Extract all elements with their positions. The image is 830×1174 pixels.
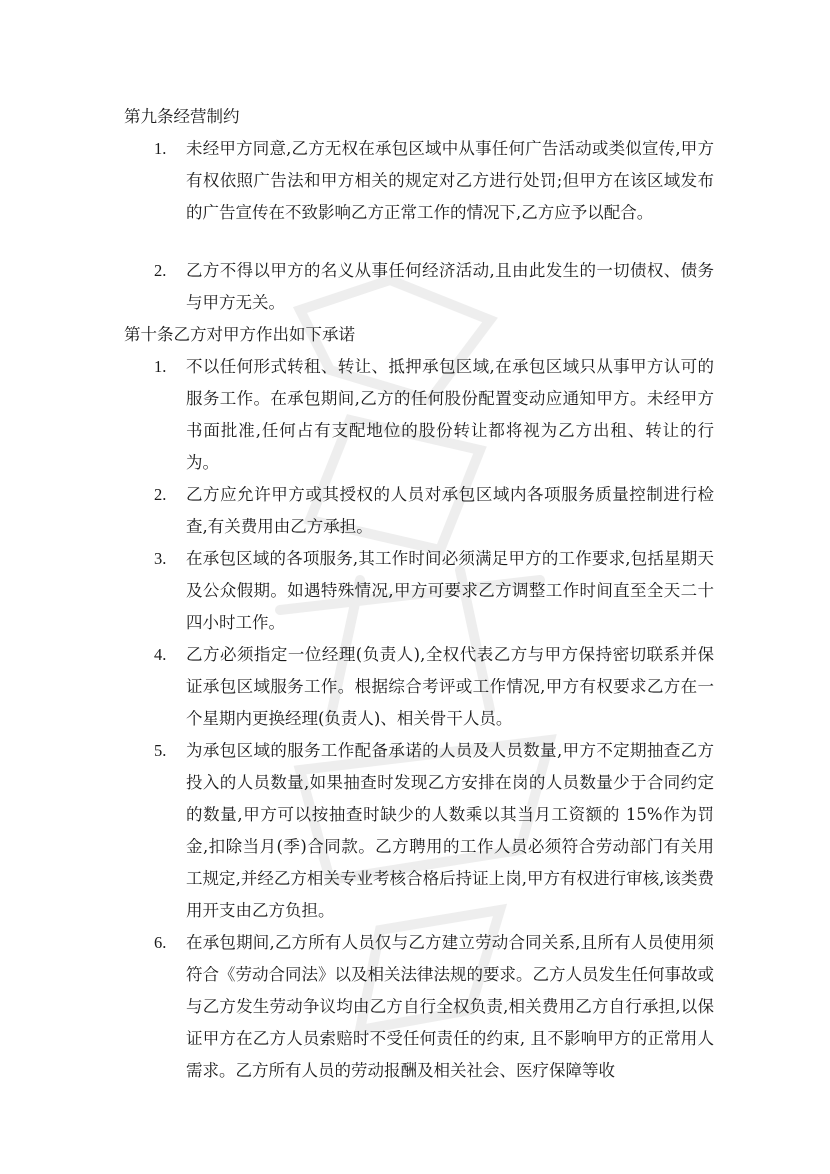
article10-title: 第十条乙方对甲方作出如下承诺	[124, 325, 355, 344]
article9-item-1	[124, 133, 724, 229]
list-number: 3.	[154, 549, 167, 568]
list-number: 1.	[154, 357, 167, 376]
list-number: 5.	[154, 741, 167, 760]
list-number: 2.	[154, 485, 167, 504]
article10-item-5	[124, 735, 724, 927]
article10-item-1	[124, 351, 724, 479]
list-number: 6.	[154, 933, 167, 952]
list-item-text: 不以任何形式转租、转让、抵押承包区域,在承包区域只从事甲方认可的服务工作。在承包期间,乙方的任何股份配置变动应通知甲方。未经甲方书面批准,任何占有支配地位的股份转让都将视为乙方出租、转让的行为。	[186, 357, 714, 472]
list-item-text: 在承包期间,乙方所有人员仅与乙方建立劳动合同关系,且所有人员使用须符合《劳动合同法》以及相关法律法规的要求。乙方人员发生任何事故或与乙方发生劳动争议均由乙方自行全权负责,相关费用乙方自行承担,以保证甲方在乙方人员索赔时不受任何责任的约束, 且不影响甲方的正常用人需求。乙方所有人员的劳动报酬及相关社会、医疗保障等收	[186, 933, 714, 1080]
list-item-text: 为承包区域的服务工作配备承诺的人员及人员数量,甲方不定期抽查乙方投入的人员数量,如果抽查时发现乙方安排在岗的人员数量少于合同约定的数量,甲方可以按抽查时缺少的人数乘以其当月工资额的 15%作为罚金,扣除当月(季)合同款。乙方聘用的工作人员必须符合劳动部门有关用工规定,并经乙方相关专业考核合格后持证上岗,甲方有权进行审核,该类费用开支由乙方负担。	[186, 741, 714, 920]
article10-item-4	[124, 639, 724, 735]
article10-item-3	[124, 543, 724, 639]
article9-title: 第九条经营制约	[124, 107, 240, 126]
list-item-text: 在承包区域的各项服务,其工作时间必须满足甲方的工作要求,包括星期天及公众假期。如遇特殊情况,甲方可要求乙方调整工作时间直至全天二十四小时工作。	[186, 549, 714, 632]
list-number: 4.	[154, 645, 167, 664]
article9-item-2	[124, 255, 724, 319]
article10-item-2	[124, 479, 724, 543]
list-item-text: 乙方应允许甲方或其授权的人员对承包区域内各项服务质量控制进行检查,有关费用由乙方承担。	[186, 485, 714, 536]
list-item-text: 未经甲方同意,乙方无权在承包区域中从事任何广告活动或类似宣传,甲方有权依照广告法和甲方相关的规定对乙方进行处罚;但甲方在该区域发布的广告宣传在不致影响乙方正常工作的情况下,乙方应予以配合。	[186, 139, 714, 222]
list-item-text: 乙方不得以甲方的名义从事任何经济活动,且由此发生的一切债权、债务与甲方无关。	[186, 261, 714, 312]
list-item-text: 乙方必须指定一位经理(负责人),全权代表乙方与甲方保持密切联系并保证承包区域服务工作。根据综合考评或工作情况,甲方有权要求乙方在一个星期内更换经理(负责人)、相关骨干人员。	[186, 645, 714, 728]
paragraph-gap	[124, 229, 724, 255]
list-number: 2.	[154, 261, 167, 280]
article10-item-6	[124, 927, 724, 1087]
document-content	[124, 101, 724, 1087]
list-number: 1.	[154, 139, 167, 158]
